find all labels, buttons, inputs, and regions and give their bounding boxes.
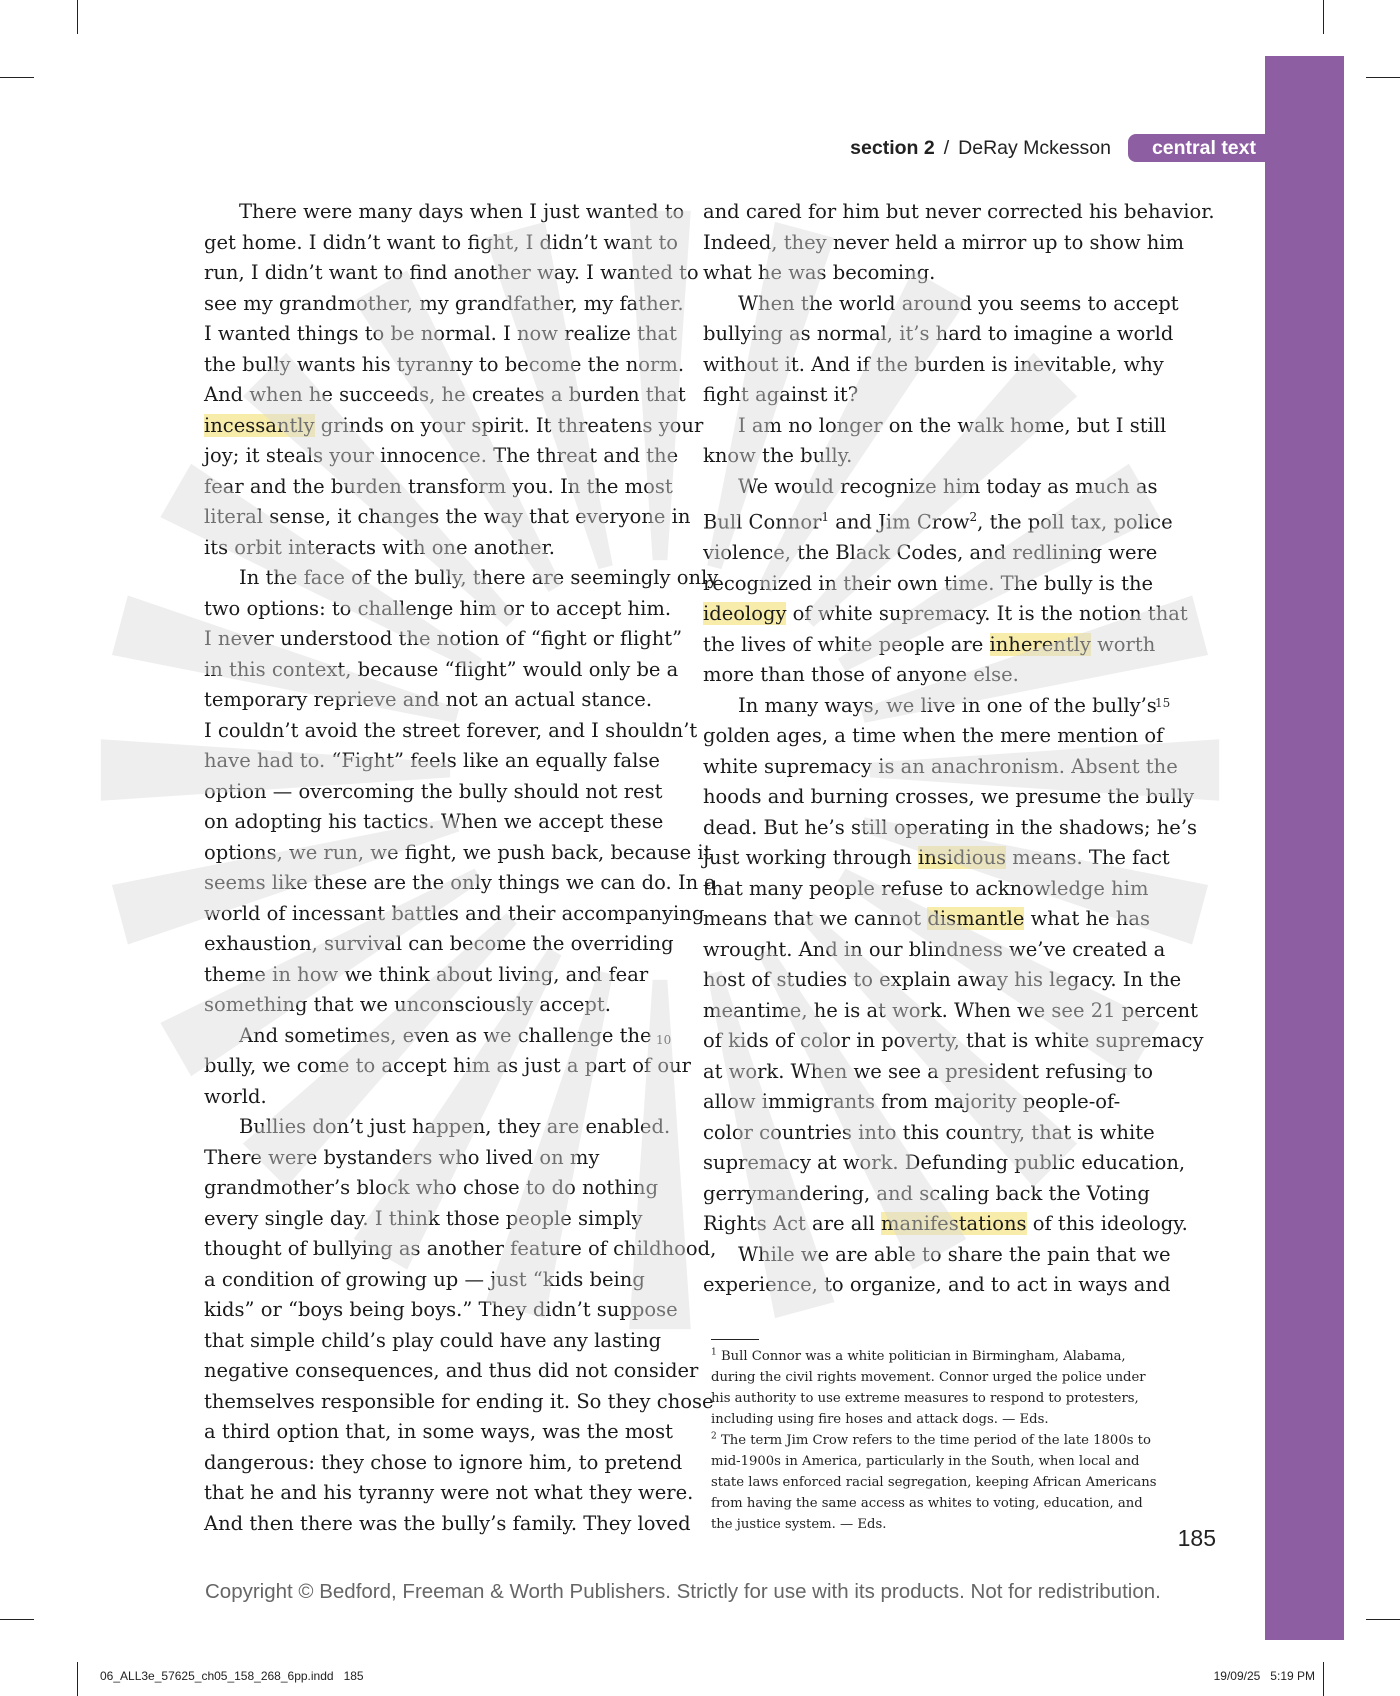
- text-line: [204, 1387, 714, 1418]
- text-line: [204, 319, 677, 350]
- date-slug: 19/09/25 5:19 PM: [1213, 1669, 1315, 1683]
- text-line: [703, 843, 1173, 874]
- text-run: grandmother’s block who chose to do nothing: [204, 1176, 659, 1199]
- text-run: see my grandmother, my grandfather, my father.: [204, 291, 684, 315]
- text-line: [703, 874, 1173, 905]
- text-run: a condition of growing up — just “kids being: [204, 1267, 645, 1291]
- text-line: [204, 1082, 664, 1113]
- text-run: get home. I didn’t want to fight, I didn’t want to: [204, 230, 679, 254]
- text-line: [703, 289, 1179, 320]
- central-text-tag: central text: [1128, 134, 1265, 162]
- text-run: kids” or “boys being boys.” They didn’t suppose: [204, 1298, 678, 1321]
- vocabulary-highlight: dismantle: [927, 907, 1025, 930]
- footnote-line: [711, 1367, 1151, 1388]
- footnote-text: Bull Connor was a white politician in Birmingham, Alabama,: [720, 1349, 1126, 1364]
- footnote-line: [711, 1346, 1151, 1367]
- text-run: its orbit interacts with one another.: [204, 535, 555, 559]
- text-line: [703, 1179, 1173, 1210]
- crop-mark: [77, 0, 78, 34]
- text-run: wrought. And in our blindness we’ve created a: [703, 937, 1166, 961]
- text-line: [204, 1265, 664, 1296]
- text-line: [703, 1118, 1173, 1149]
- text-run: When the world around you seems to accept: [738, 291, 1179, 315]
- vocabulary-highlight: insidious: [917, 846, 1007, 869]
- text-line: [703, 1026, 1204, 1057]
- text-line: [204, 594, 672, 625]
- text-run: supremacy at work. Defunding public education,: [703, 1151, 1186, 1174]
- text-run: a third option that, in some ways, was the most: [204, 1420, 673, 1443]
- text-line: [703, 197, 1215, 228]
- text-run: golden ages, a time when the mere mention of: [703, 724, 1164, 747]
- text-run: every single day. I think those people simply: [204, 1206, 643, 1230]
- text-run: two options: to challenge him or to accept him.: [204, 596, 672, 620]
- text-line: [703, 1087, 1173, 1118]
- text-line: [204, 350, 685, 381]
- crop-mark: [77, 1662, 78, 1696]
- text-run: of this ideology.: [1026, 1212, 1188, 1235]
- text-run: meantime, he is at work. When we see 21 percent: [703, 998, 1198, 1022]
- footnote-line: [711, 1493, 1151, 1514]
- text-line: [204, 411, 704, 442]
- text-run: We would recognize him today as much as: [738, 474, 1158, 498]
- text-run: at work. When we see a president refusing to: [703, 1059, 1153, 1083]
- text-line: [703, 1270, 1173, 1301]
- text-line: [204, 899, 705, 930]
- text-run: run, I didn’t want to find another way. I wanted to: [204, 261, 699, 284]
- text-run: negative consequences, and thus did not consider: [204, 1359, 699, 1382]
- text-line: [703, 1148, 1186, 1179]
- footnote-line: [711, 1430, 1151, 1451]
- text-run: dead. But he’s still operating in the shadows; he’s: [703, 815, 1198, 839]
- footnotes: [711, 1346, 1157, 1535]
- text-run: temporary reprieve and not an actual stance.: [204, 688, 653, 711]
- text-line: [703, 904, 1173, 935]
- text-run: In the face of the bully, there are seemingly only: [239, 566, 719, 589]
- text-run: options, we run, we fight, we push back, because it: [204, 840, 712, 864]
- text-line: [703, 996, 1198, 1027]
- text-line: [204, 1143, 664, 1174]
- text-run: of kids of color in poverty, that is white supremacy: [703, 1029, 1204, 1052]
- text-line: [703, 752, 1178, 783]
- text-line: [703, 350, 1173, 381]
- text-line: [204, 868, 717, 899]
- footnote-rule: [711, 1339, 759, 1340]
- text-run: And then there was the bully’s family. They loved: [204, 1511, 691, 1535]
- text-line: [703, 1057, 1173, 1088]
- text-line: [703, 538, 1173, 569]
- text-run: themselves responsible for ending it. So they chose: [204, 1389, 714, 1413]
- text-line: [204, 716, 698, 747]
- text-run: just working through: [703, 846, 918, 869]
- text-line: [204, 1295, 678, 1326]
- page-number: 185: [1177, 1525, 1216, 1551]
- text-line: [703, 721, 1173, 752]
- footnote-text: The term Jim Crow refers to the time period of the late 1800s to: [720, 1433, 1151, 1448]
- author-name: DeRay Mckesson: [958, 136, 1111, 159]
- header-separator: /: [943, 136, 950, 159]
- text-run: Bull Connor: [703, 510, 822, 534]
- footnote-number: 2: [711, 1431, 717, 1442]
- text-line: [204, 777, 664, 808]
- footnote-text: including using fire hoses and attack dogs. — Eds.: [711, 1412, 1049, 1427]
- text-line: [204, 1326, 664, 1357]
- text-run: that he and his tyranny were not what they were.: [204, 1481, 694, 1504]
- text-run: have had to. “Fight” feels like an equally false: [204, 749, 660, 772]
- text-column-left: [204, 197, 719, 1539]
- text-run: white supremacy is an anachronism. Absent the: [703, 754, 1178, 778]
- text-line: [204, 929, 674, 960]
- text-run: what he was becoming.: [703, 261, 936, 284]
- text-run: without it. And if the burden is inevitable, why: [703, 352, 1164, 376]
- footnote-text: his authority to use extreme measures to respond to protesters,: [711, 1391, 1139, 1406]
- text-line: [703, 691, 1173, 722]
- footnote-text: mid-1900s in America, particularly in the South, when local and: [711, 1454, 1140, 1469]
- vocabulary-highlight: ideology: [703, 602, 787, 625]
- text-line: [204, 380, 686, 411]
- footnote-ref: 2: [969, 510, 978, 524]
- footnote-text: state laws enforced racial segregation, keeping African Americans: [711, 1475, 1157, 1490]
- text-run: world.: [204, 1084, 267, 1108]
- text-run: on adopting his tactics. When we accept these: [204, 810, 664, 833]
- side-color-bar: [1265, 56, 1344, 1640]
- text-line: [703, 599, 1188, 630]
- text-run: world of incessant battles and their accompanying: [204, 901, 705, 925]
- crop-mark: [1366, 77, 1400, 78]
- text-run: means that we cannot: [703, 907, 928, 930]
- text-run: means. The fact: [1006, 846, 1170, 869]
- footnote-line: [711, 1514, 1151, 1535]
- footnote-text: the justice system. — Eds.: [711, 1517, 887, 1532]
- text-run: the lives of white people are: [703, 632, 990, 656]
- text-run: experience, to organize, and to act in ways and: [703, 1273, 1171, 1296]
- text-run: the bully wants his tyranny to become the norm.: [204, 352, 685, 376]
- text-line: [703, 1240, 1173, 1271]
- text-run: , the poll tax, police: [977, 510, 1173, 534]
- text-line: [703, 965, 1182, 996]
- file-slug: 06_ALL3e_57625_ch05_158_268_6pp.indd 185: [100, 1669, 364, 1683]
- text-run: what he has: [1024, 907, 1150, 930]
- text-line: [204, 960, 664, 991]
- text-run: joy; it steals your innocence. The threat and the: [204, 444, 679, 467]
- crop-mark: [1366, 1619, 1400, 1620]
- text-run: option — overcoming the bully should not rest: [204, 779, 663, 803]
- text-line: [703, 472, 1173, 503]
- text-run: more than those of anyone else.: [703, 663, 1019, 686]
- text-line: [703, 258, 1173, 289]
- text-line: [204, 990, 664, 1021]
- text-run: There were many days when I just wanted to: [239, 200, 685, 223]
- text-line: [204, 685, 664, 716]
- text-run: of white supremacy. It is the notion that: [786, 602, 1188, 625]
- footnote-text: during the civil rights movement. Connor urged the police under: [711, 1370, 1146, 1385]
- text-line: [703, 228, 1184, 259]
- footnote-line: [711, 1472, 1157, 1493]
- text-line: [703, 1209, 1188, 1240]
- text-run: know the bully.: [703, 444, 853, 467]
- text-line: [204, 1204, 664, 1235]
- text-run: that simple child’s play could have any lasting: [204, 1328, 662, 1352]
- crop-mark: [1323, 0, 1324, 34]
- vocabulary-highlight: manifestations: [881, 1212, 1027, 1235]
- text-run: recognized in their own time. The bully is the: [703, 571, 1154, 595]
- text-run: Indeed, they never held a mirror up to show him: [703, 230, 1184, 254]
- text-run: worth: [1090, 632, 1156, 656]
- text-run: host of studies to explain away his legacy. In the: [703, 968, 1182, 991]
- footnote-line: [711, 1451, 1151, 1472]
- text-run: I never understood the notion of “fight or flight”: [204, 627, 683, 650]
- text-line: [204, 1234, 717, 1265]
- text-line: [204, 838, 712, 869]
- footnote-number: 1: [711, 1347, 717, 1358]
- text-line: [204, 258, 699, 289]
- text-run: thought of bullying as another feature of childhood,: [204, 1237, 717, 1260]
- text-line: [703, 935, 1173, 966]
- text-run: In many ways, we live in one of the bully’s: [738, 693, 1157, 717]
- text-line: [204, 1448, 683, 1479]
- text-line: [204, 1173, 664, 1204]
- text-line: [204, 1112, 671, 1143]
- text-line: [703, 411, 1173, 442]
- text-line: [703, 569, 1173, 600]
- text-line: [204, 1478, 694, 1509]
- text-line: [204, 1021, 664, 1052]
- text-line: [204, 197, 685, 228]
- copyright-notice: Copyright © Bedford, Freeman & Worth Publishers. Strictly for use with its products. Not for redistribution.: [205, 1580, 1161, 1603]
- text-column-right: [703, 197, 1215, 1301]
- text-run: fight against it?: [703, 383, 859, 406]
- footnote-line: [711, 1388, 1151, 1409]
- vocabulary-highlight: inherently: [989, 632, 1091, 656]
- text-run: I am no longer on the walk home, but I still: [738, 413, 1167, 437]
- text-line: [204, 1509, 691, 1540]
- text-run: theme in how we think about living, and fear: [204, 962, 649, 986]
- text-line: [204, 472, 673, 503]
- text-run: seems like these are the only things we can do. In a: [204, 871, 717, 894]
- text-line: [204, 289, 684, 320]
- text-line: [204, 1356, 699, 1387]
- text-run: I wanted things to be normal. I now realize that: [204, 322, 677, 345]
- text-run: something that we unconsciously accept.: [204, 993, 611, 1016]
- text-run: allow immigrants from majority people-of-: [703, 1090, 1121, 1113]
- text-line: [204, 807, 664, 838]
- text-line: [204, 746, 664, 777]
- running-header: [850, 134, 1265, 162]
- text-run: violence, the Black Codes, and redlining were: [703, 541, 1158, 564]
- text-run: Rights Act are all: [703, 1212, 882, 1235]
- text-run: While we are able to share the pain that we: [738, 1242, 1171, 1266]
- text-line: [204, 563, 719, 594]
- text-line: [703, 630, 1173, 661]
- text-run: color countries into this country, that is white: [703, 1120, 1155, 1144]
- text-run: and cared for him but never corrected his behavior.: [703, 200, 1215, 223]
- crop-mark: [0, 77, 34, 78]
- line-number: 15: [1155, 696, 1171, 710]
- footnote-text: from having the same access as whites to voting, education, and: [711, 1496, 1143, 1511]
- text-line: [703, 319, 1173, 350]
- text-run: gerrymandering, and scaling back the Voting: [703, 1181, 1150, 1205]
- text-run: literal sense, it changes the way that everyone in: [204, 505, 691, 528]
- text-run: in this context, because “flight” would only be a: [204, 657, 679, 681]
- footnote-line: [711, 1409, 1151, 1430]
- crop-mark: [1323, 1662, 1324, 1696]
- text-run: I couldn’t avoid the street forever, and I shouldn’t: [204, 718, 698, 742]
- text-run: grinds on your spirit. It threatens your: [314, 413, 704, 437]
- text-line: [703, 441, 1173, 472]
- text-run: bully, we come to accept him as just a part of our: [204, 1054, 691, 1077]
- text-line: [204, 502, 691, 533]
- text-run: There were bystanders who lived on my: [204, 1145, 600, 1169]
- text-line: [204, 655, 679, 686]
- text-line: [204, 1051, 691, 1082]
- crop-mark: [0, 1619, 34, 1620]
- text-run: And sometimes, even as we challenge the: [239, 1023, 652, 1047]
- text-line: [204, 1417, 673, 1448]
- text-line: [703, 813, 1198, 844]
- text-line: [204, 624, 683, 655]
- section-label: section 2: [850, 136, 935, 159]
- text-run: Bullies don’t just happen, they are enabled.: [239, 1115, 671, 1138]
- text-line: [703, 660, 1173, 691]
- text-run: exhaustion, survival can become the overriding: [204, 932, 674, 955]
- text-line: [204, 533, 664, 564]
- text-line: [204, 441, 679, 472]
- text-line: [703, 380, 1173, 411]
- footnote-ref: 1: [821, 510, 830, 524]
- vocabulary-highlight: incessantly: [204, 413, 315, 437]
- text-run: hoods and burning crosses, we presume the bully: [703, 785, 1195, 808]
- text-run: And when he succeeds, he creates a burden that: [204, 383, 686, 406]
- line-number: 10: [656, 1033, 672, 1047]
- text-line: [703, 782, 1195, 813]
- text-line: [204, 228, 679, 259]
- text-run: dangerous: they chose to ignore him, to pretend: [204, 1450, 683, 1474]
- text-run: and Jim Crow: [829, 510, 970, 534]
- text-run: bullying as normal, it’s hard to imagine a world: [703, 322, 1174, 345]
- text-run: fear and the burden transform you. In the most: [204, 474, 673, 498]
- text-run: that many people refuse to acknowledge him: [703, 876, 1149, 900]
- text-line: [703, 502, 1173, 538]
